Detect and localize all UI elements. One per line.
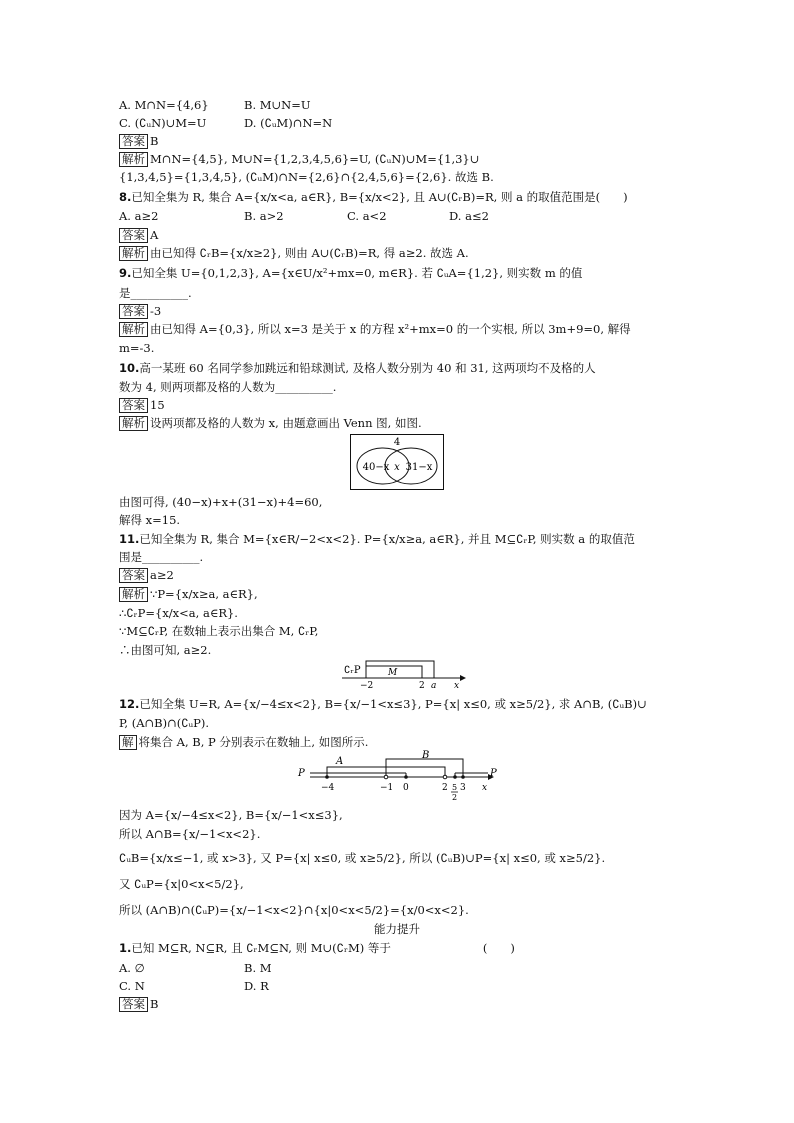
number-line-q12 [296,749,506,809]
question-11-stem: 11.已知全集为 R, 集合 M={x∈R/−2<x<2}. P={x/x≥a, a∈R}, 并且 M⊆∁ᵣP, 则实数 a 的取值范 [119,532,635,546]
p-label-right: P [490,768,497,779]
question-8-stem: 8.已知全集为 R, 集合 A={x/x<a, a∈R}, B={x/x<2}, 且 A∪(∁ᵣB)=R, 则 a 的取值范围是( ) [119,190,628,204]
question-9-stem: 9.已知全集 U={0,1,2,3}, A={x∈U/x²+mx=0, m∈R}. 若 ∁ᵤA={1,2}, 则实数 m 的值 [119,266,583,280]
q12-step-1: 因为 A={x/−4≤x<2}, B={x/−1<x≤3}, [119,808,343,822]
p1-option-c: C. N [119,979,145,993]
p1-option-a: A. ∅ [119,961,145,975]
answer-tag: 答案 [119,134,148,149]
tick-3: 3 [460,783,466,793]
tick-2: 2 [442,783,448,793]
question-12-stem-cont: P, (A∩B)∩(∁ᵤP). [119,716,209,730]
tick-minus-2: −2 [360,681,374,691]
q9-analysis: 解析 由已知得 A={0,3}, 所以 x=3 是关于 x 的方程 x²+mx=0 的一个实根, 所以 3m+9=0, 解得 [119,322,631,337]
number-line-q11 [340,657,470,691]
tick-minus-1: −1 [380,783,394,793]
answer-value: B [150,134,159,148]
crp-interval [366,661,434,678]
q11-analysis-1: 解析 ∵P={x/x≥a, a∈R}, [119,587,258,602]
m-label: M [388,668,398,678]
q11-analysis-3: ∵M⊆∁ᵣP, 在数轴上表示出集合 M, ∁ᵣP, [119,624,319,638]
axis-x-label: x [454,681,460,691]
question-10-stem: 10.高一某班 60 名同学参加跳远和铅球测试, 及格人数分别为 40 和 31, 这两项均不及格的人 [119,361,596,375]
tick-0: 0 [403,783,409,793]
q11-analysis-4: ∴由图可知, a≥2. [119,643,212,657]
question-11-stem-cont: 围是__________. [119,550,204,564]
p1-option-d: D. R [244,979,269,993]
q8-option-c: C. a<2 [347,209,387,223]
q8-option-b: B. a>2 [244,209,284,223]
option-b: B. M∪N=U [244,98,311,112]
question-9-blank: 是__________. [119,286,192,300]
question-12-stem: 12.已知全集 U=R, A={x/−4≤x<2}, B={x/−1<x≤3}, P={x| x≤0, 或 x≥5/2}, 求 A∩B, (∁ᵤB)∪ [119,697,647,711]
q12-solve: 解 将集合 A, B, P 分别表示在数轴上, 如图所示. [119,735,368,750]
a-label: A [336,756,344,767]
advanced-question-1-stem: 1.已知 M⊆R, N⊆R, 且 ∁ᵣM⊆N, 则 M∪(∁ᵣM) 等于 ( ) [119,941,515,955]
section-heading: 能力提升 [374,922,420,936]
q10-answer: 答案 15 [119,398,165,413]
q12-step-4: 又 ∁ᵤP={x|0<x<5/2}, [119,877,244,891]
analysis-line [119,152,479,167]
tick-a: a [431,681,437,691]
venn-diagram [350,434,444,490]
venn-center-label: x [394,462,400,473]
p-label-left: P [298,768,305,779]
q8-analysis: 解析 由已知得 ∁ᵣB={x/x≥2}, 则由 A∪(∁ᵣB)=R, 得 a≥2. 故选 A. [119,246,469,261]
question-10-stem-cont: 数为 4, 则两项都及格的人数为__________. [119,380,337,394]
venn-left-label: 40−x [362,462,390,473]
option-d: D. (∁ᵤM)∩N=N [244,116,333,130]
p1-option-b: B. M [244,961,272,975]
venn-outside-label: 4 [393,437,401,448]
q10-result-1: 由图可得, (40−x)+x+(31−x)+4=60, [119,495,323,509]
q11-analysis-2: ∴∁ᵣP={x/x<a, a∈R}. [119,606,238,620]
analysis-text-cont: {1,3,4,5}={1,3,4,5}, (∁ᵤM)∩N={2,6}∩{2,4,5,6}={2,6}. 故选 B. [119,170,494,184]
q12-step-3: ∁ᵤB={x/x≤−1, 或 x>3}, 又 P={x| x≤0, 或 x≥5/2}, 所以 (∁ᵤB)∪P={x| x≤0, 或 x≥5/2}. [119,851,606,865]
tick-five-halves-den: 2 [452,793,458,802]
b-interval [386,759,463,777]
q10-result-2: 解得 x=15. [119,513,181,527]
q8-option-a: A. a≥2 [119,209,159,223]
crp-label: ∁ᵣP [344,665,361,676]
question-number: 8. [119,190,132,204]
tick-five-halves-num: 5 [452,783,458,792]
answer-line [119,134,158,149]
q8-answer: 答案 A [119,228,158,243]
q12-step-2: 所以 A∩B={x/−1<x<2}. [119,827,261,841]
option-c: C. (∁ᵤN)∪M=U [119,116,207,130]
q12-step-5: 所以 (A∩B)∩(∁ᵤP)={x/−1<x<2}∩{x|0<x<5/2}={x/0<x<2}. [119,903,469,917]
analysis-text: M∩N={4,5}, M∪N={1,2,3,4,5,6}=U, (∁ᵤN)∪M={1,3}∪ [150,152,480,166]
analysis-tag: 解析 [119,152,148,167]
option-a: A. M∩N={4,6} [119,98,209,112]
q9-answer: 答案 -3 [119,304,161,319]
q10-analysis: 解析 设两项都及格的人数为 x, 由题意画出 Venn 图, 如图. [119,416,422,431]
axis-x-label: x [482,783,488,793]
venn-right-label: 31−x [405,462,433,473]
tick-minus-4: −4 [321,783,335,793]
q9-analysis-cont: m=-3. [119,341,155,355]
p1-answer: 答案 B [119,997,158,1012]
q11-answer: 答案 a≥2 [119,568,174,583]
q8-option-d: D. a≤2 [449,209,489,223]
b-label: B [422,750,430,761]
tick-2: 2 [419,681,425,691]
